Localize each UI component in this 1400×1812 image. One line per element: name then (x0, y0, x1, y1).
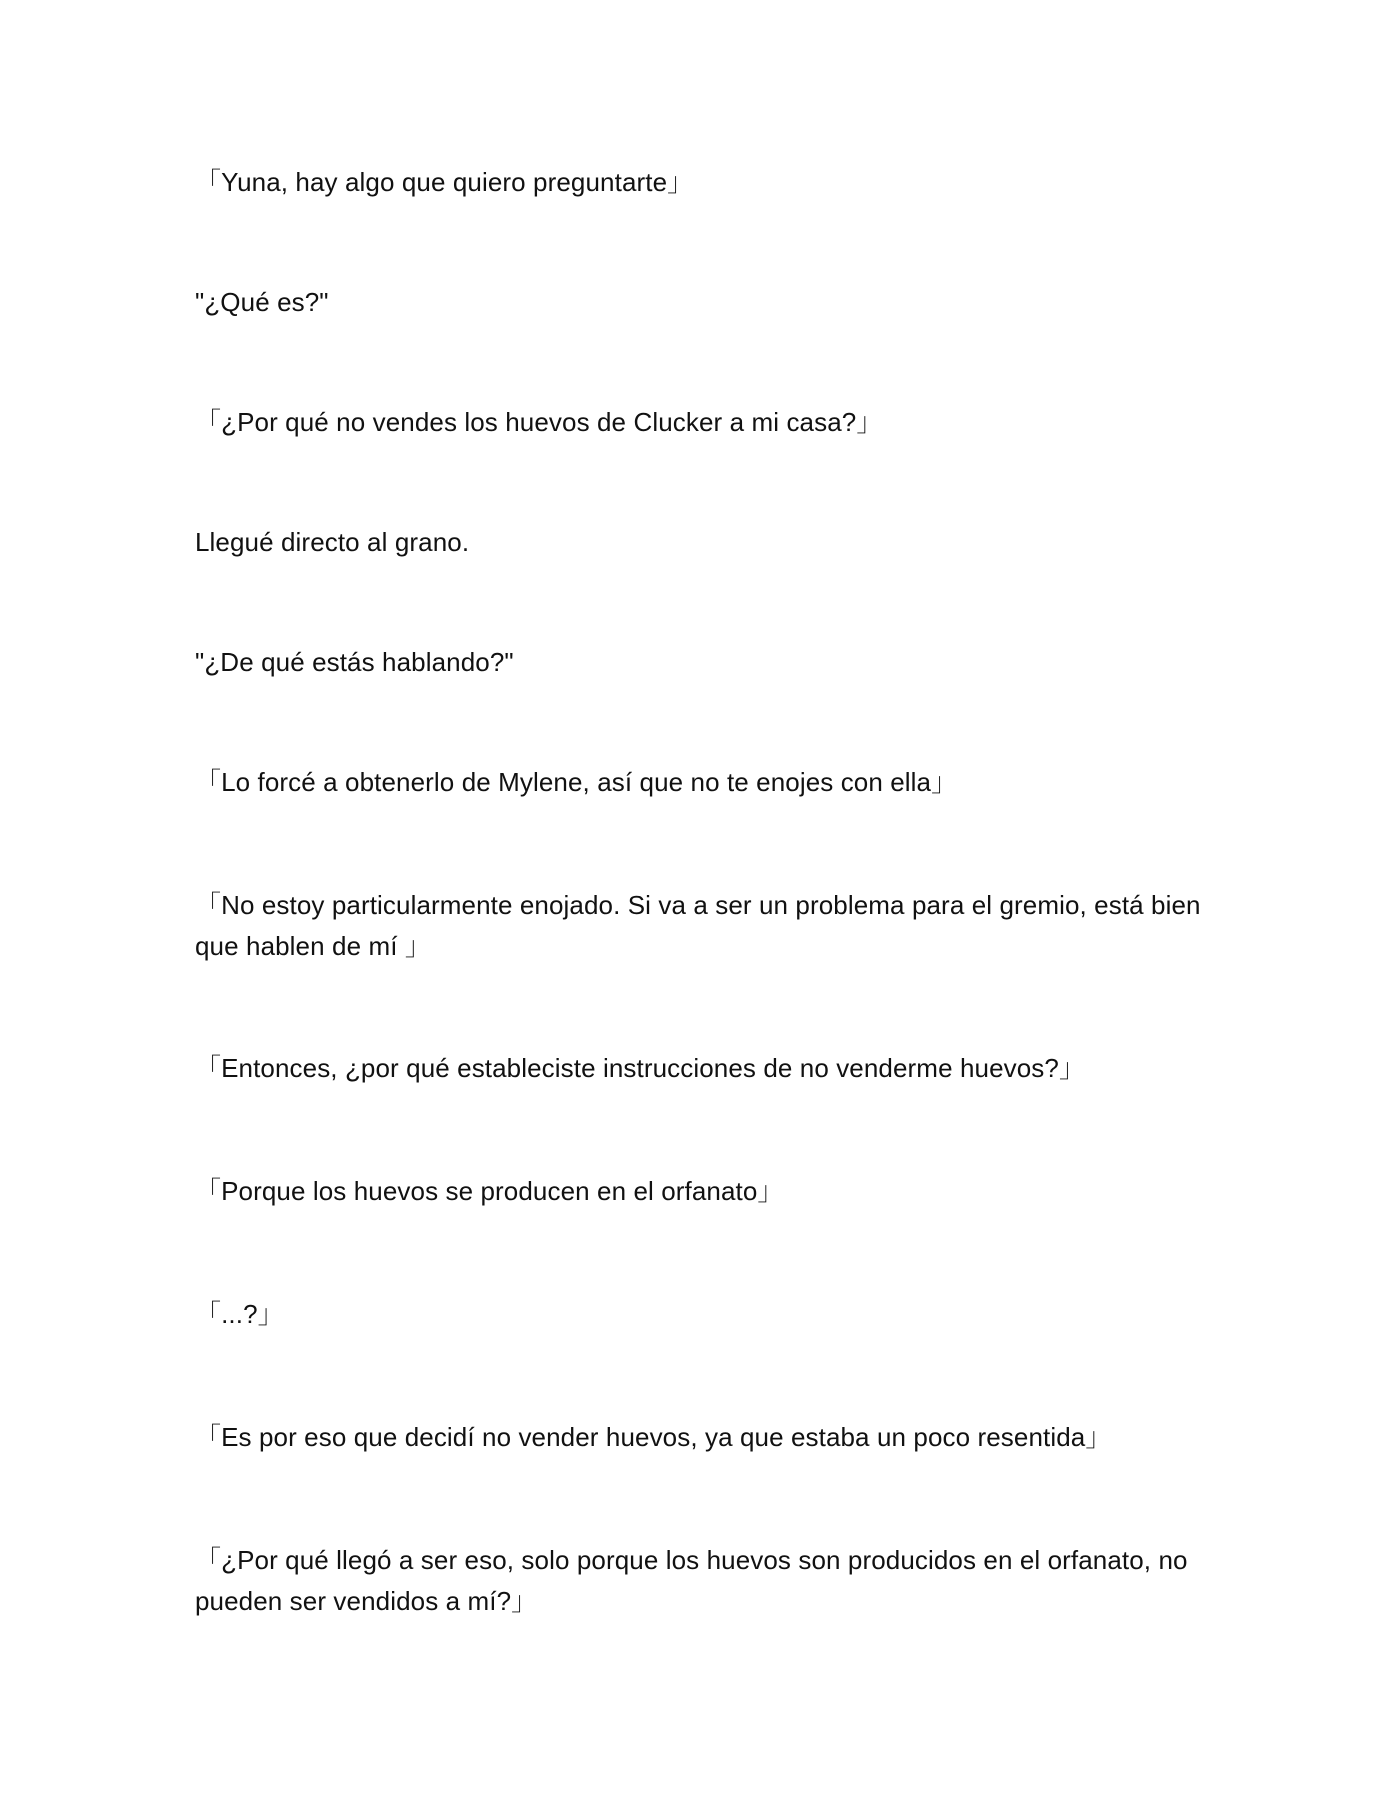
paragraph: 「...?」 (195, 1299, 284, 1329)
paragraph: "¿Qué es?" (195, 287, 329, 317)
paragraph: 「Es por eso que decidí no vender huevos, ya que estaba un poco resentida」 (195, 1422, 1112, 1452)
paragraph: 「¿Por qué no vendes los huevos de Clucker a mi casa?」 (195, 407, 883, 437)
paragraph: 「No estoy particularmente enojado. Si va a ser un problema para el gremio, está bien que hablen de mí 」 (195, 890, 1208, 961)
paragraph: 「Entonces, ¿por qué estableciste instrucciones de no venderme huevos?」 (195, 1053, 1086, 1083)
paragraph: Llegué directo al grano. (195, 527, 470, 557)
paragraph: 「Porque los huevos se producen en el orfanato」 (195, 1176, 784, 1206)
paragraph: 「Lo forcé a obtenerlo de Mylene, así que no te enojes con ella」 (195, 767, 958, 797)
paragraph: 「¿Por qué llegó a ser eso, solo porque los huevos son producidos en el orfanato, no pueden ser vendidos a mí?」 (195, 1545, 1195, 1616)
paragraph: 「Yuna, hay algo que quiero preguntarte」 (195, 167, 694, 197)
paragraph: "¿De qué estás hablando?" (195, 647, 514, 677)
